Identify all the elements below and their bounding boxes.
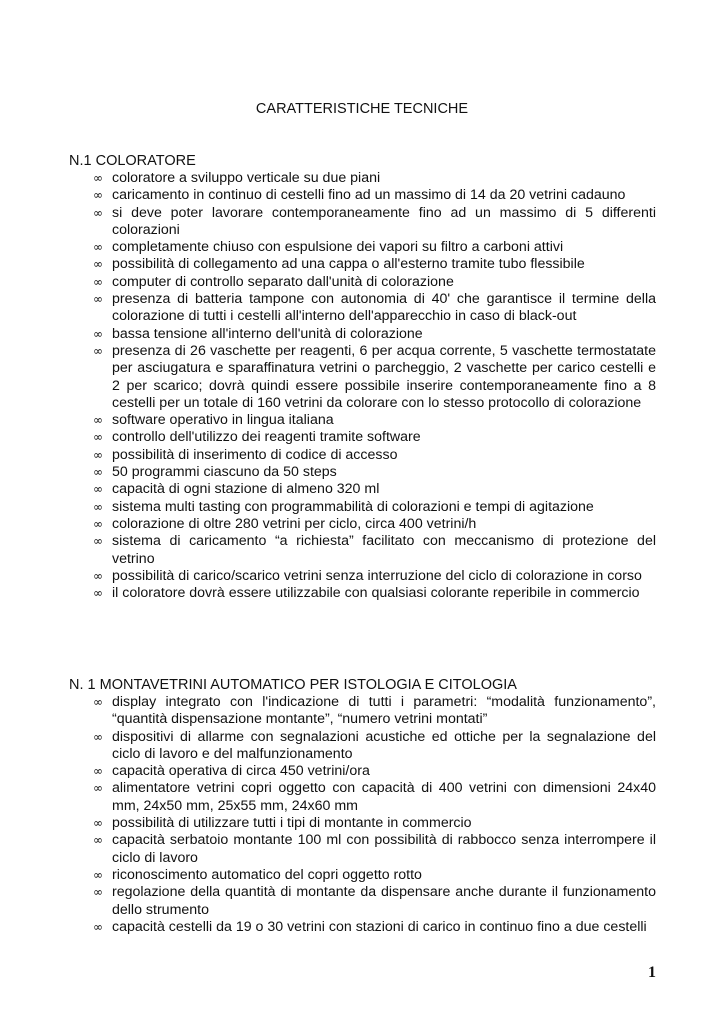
list-item — [93, 342, 656, 412]
list-item — [93, 780, 656, 815]
coloratore-feature-list — [93, 170, 656, 602]
list-item-text: il coloratore dovrà essere utilizzabile con qualsiasi colorante reperibile in commercio — [112, 585, 640, 602]
infinity-bullet-icon: ∞ — [93, 465, 103, 480]
list-item — [93, 170, 656, 187]
list-item-text: display integrato con l'indicazione di tutti i parametri: “modalità funzionamento”, “quantità dispensazione montante”, “numero vetrini montati” — [112, 694, 656, 728]
section-heading-coloratore: N.1 COLORATORE — [69, 153, 196, 169]
list-item — [93, 728, 656, 764]
list-item — [93, 325, 656, 343]
infinity-bullet-icon: ∞ — [93, 729, 103, 744]
infinity-bullet-icon: ∞ — [93, 292, 103, 307]
list-item — [93, 464, 656, 481]
infinity-bullet-icon: ∞ — [93, 586, 103, 601]
list-item-text: presenza di batteria tampone con autonomia di 40' che garantisce il termine della colorazione di tutti i cestelli all'interno dell'apparecchio in caso di black-out — [112, 291, 656, 325]
infinity-bullet-icon: ∞ — [93, 257, 103, 272]
list-item-text: alimentatore vetrini copri oggetto con capacità di 400 vetrini con dimensioni 24x40 mm, 24x50 mm, 25x55 mm, 24x60 mm — [112, 780, 656, 814]
list-item — [93, 187, 656, 204]
list-item — [93, 429, 656, 446]
list-item-text: dispositivi di allarme con segnalazioni acustiche ed ottiche per la segnalazione del ciclo di lavoro e del malfunzionamento — [112, 728, 656, 762]
list-item — [93, 273, 656, 291]
section-heading-montavetrini: N. 1 MONTAVETRINI AUTOMATICO PER ISTOLOGIA E CITOLOGIA — [69, 677, 517, 693]
list-item — [93, 412, 656, 429]
list-item-text: capacità di ogni stazione di almeno 320 ml — [112, 481, 380, 498]
list-item-text: si deve poter lavorare contemporaneamente fino ad un massimo di 5 differenti colorazioni — [112, 204, 656, 238]
infinity-bullet-icon: ∞ — [93, 430, 103, 445]
list-item-text: possibilità di collegamento ad una cappa o all'esterno tramite tubo flessibile — [112, 256, 585, 273]
list-item — [93, 585, 656, 602]
infinity-bullet-icon: ∞ — [93, 764, 103, 779]
infinity-bullet-icon: ∞ — [93, 343, 103, 358]
infinity-bullet-icon: ∞ — [93, 499, 103, 514]
list-item — [93, 515, 656, 533]
list-item-text: presenza di 26 vaschette per reagenti, 6 per acqua corrente, 5 vaschette termostatate per asciugatura e sparaffinatura vetrini o parcheggio, 2 vaschette per carico cestelli e 2 per scarico; dovrà quindi essere possibile inserire contemporaneamente fino a 8 cestelli per un totale di 160 vetrini da colorare con lo stesso protocollo di colorazione — [112, 342, 656, 411]
infinity-bullet-icon: ∞ — [93, 171, 103, 185]
list-item — [93, 832, 656, 867]
list-item-text: capacità serbatoio montante 100 ml con possibilità di rabbocco senza interrompere il ciclo di lavoro — [112, 832, 656, 866]
list-item-text: possibilità di carico/scarico vetrini senza interruzione del ciclo di colorazione in corso — [112, 567, 642, 584]
list-item — [93, 884, 656, 919]
list-item-text: bassa tensione all'interno dell'unità di colorazione — [112, 325, 423, 342]
list-item-text: capacità cestelli da 19 o 30 vetrini con stazioni di carico in continuo fino a due cestelli — [112, 918, 647, 935]
infinity-bullet-icon: ∞ — [93, 516, 103, 531]
infinity-bullet-icon: ∞ — [93, 816, 103, 831]
document-title: CARATTERISTICHE TECNICHE — [255, 101, 469, 117]
infinity-bullet-icon: ∞ — [93, 867, 103, 882]
infinity-bullet-icon: ∞ — [93, 188, 103, 203]
infinity-bullet-icon: ∞ — [93, 482, 103, 497]
infinity-bullet-icon: ∞ — [93, 326, 103, 341]
list-item — [93, 498, 656, 516]
list-item-text: caricamento in continuo di cestelli fino ad un massimo di 14 da 20 vetrini cadauno — [112, 187, 626, 204]
list-item-text: riconoscimento automatico del copri oggetto rotto — [112, 866, 422, 883]
infinity-bullet-icon: ∞ — [93, 695, 103, 709]
infinity-bullet-icon: ∞ — [93, 885, 103, 900]
list-item — [93, 918, 656, 936]
infinity-bullet-icon: ∞ — [93, 568, 103, 583]
list-item-text: capacità operativa di circa 450 vetrini/ora — [112, 763, 370, 780]
infinity-bullet-icon: ∞ — [93, 205, 103, 220]
infinity-bullet-icon: ∞ — [93, 274, 103, 289]
list-item-text: colorazione di oltre 280 vetrini per ciclo, circa 400 vetrini/h — [112, 515, 477, 532]
page-number: 1 — [648, 964, 656, 981]
infinity-bullet-icon: ∞ — [93, 447, 103, 462]
list-item-text: possibilità di utilizzare tutti i tipi di montante in commercio — [112, 815, 472, 832]
infinity-bullet-icon: ∞ — [93, 534, 103, 549]
list-item-text: sistema multi tasting con programmabilità di colorazioni e tempi di agitazione — [112, 498, 594, 515]
list-item — [93, 763, 656, 780]
infinity-bullet-icon: ∞ — [93, 781, 103, 796]
infinity-bullet-icon: ∞ — [93, 240, 103, 255]
infinity-bullet-icon: ∞ — [93, 833, 103, 848]
list-item-text: possibilità di inserimento di codice di accesso — [112, 446, 398, 463]
list-item-text: controllo dell'utilizzo dei reagenti tramite software — [112, 429, 421, 446]
list-item — [93, 446, 656, 464]
list-item — [93, 256, 656, 273]
infinity-bullet-icon: ∞ — [93, 413, 103, 428]
list-item-text: sistema di caricamento “a richiesta” facilitato con meccanismo di protezione del vetrino — [112, 533, 656, 567]
list-item-text: regolazione della quantità di montante da dispensare anche durante il funzionamento dello strumento — [112, 884, 656, 918]
list-item — [93, 866, 656, 884]
list-item — [93, 694, 656, 729]
list-item — [93, 533, 656, 568]
list-item-text: completamente chiuso con espulsione dei vapori su filtro a carboni attivi — [112, 239, 564, 256]
list-item-text: coloratore a sviluppo verticale su due piani — [112, 170, 381, 186]
list-item — [93, 239, 656, 256]
list-item-text: 50 programmi ciascuno da 50 steps — [112, 464, 337, 481]
list-item — [93, 204, 656, 240]
list-item-text: computer di controllo separato dall'unità di colorazione — [112, 273, 454, 290]
list-item — [93, 291, 656, 326]
list-item — [93, 567, 656, 585]
list-item — [93, 815, 656, 832]
infinity-bullet-icon: ∞ — [93, 919, 103, 934]
list-item — [93, 481, 656, 498]
list-item-text: software operativo in lingua italiana — [112, 412, 334, 429]
montavetrini-feature-list — [93, 694, 656, 936]
